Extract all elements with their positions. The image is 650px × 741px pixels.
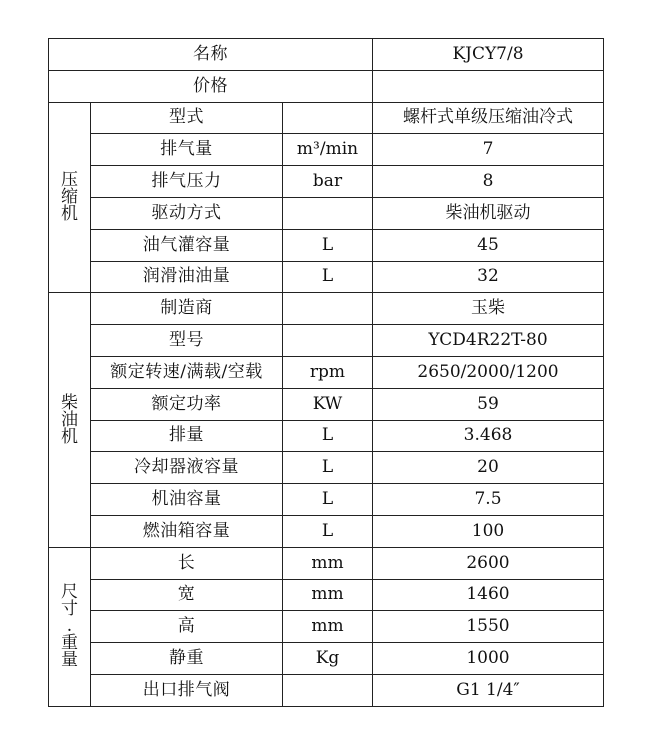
row-unit: Kg [283, 643, 373, 675]
spec-table [48, 38, 604, 707]
row-unit [283, 325, 373, 357]
row-value: 20 [373, 452, 604, 484]
row-label: 宽 [91, 579, 283, 611]
price-value [373, 70, 604, 102]
row-unit: L [283, 515, 373, 547]
row-value: 59 [373, 388, 604, 420]
row-unit: mm [283, 579, 373, 611]
table-row [49, 452, 604, 484]
section-char: 缩 [61, 186, 78, 207]
row-value: 7 [373, 134, 604, 166]
table-row [49, 579, 604, 611]
row-label: 长 [91, 547, 283, 579]
row-unit: rpm [283, 356, 373, 388]
table-row [49, 356, 604, 388]
table-row [49, 39, 604, 71]
row-value: 7.5 [373, 484, 604, 516]
row-value: 2600 [373, 547, 604, 579]
row-value: 2650/2000/1200 [373, 356, 604, 388]
row-value: 32 [373, 261, 604, 293]
table-row [49, 484, 604, 516]
table-row [49, 643, 604, 675]
row-label: 高 [91, 611, 283, 643]
price-label: 价格 [49, 70, 373, 102]
section-diesel [49, 293, 91, 547]
row-label: 型式 [91, 102, 283, 134]
row-unit: L [283, 229, 373, 261]
table-row [49, 166, 604, 198]
row-label: 静重 [91, 643, 283, 675]
table-row [49, 420, 604, 452]
row-label: 冷却器液容量 [91, 452, 283, 484]
row-value: 1550 [373, 611, 604, 643]
row-value: G1 1/4″ [373, 674, 604, 706]
row-value: 柴油机驱动 [373, 197, 604, 229]
row-label: 出口排气阀 [91, 674, 283, 706]
row-label: 额定功率 [91, 388, 283, 420]
row-label: 润滑油油量 [91, 261, 283, 293]
row-label: 驱动方式 [91, 197, 283, 229]
section-char: 机 [61, 426, 78, 447]
row-label: 油气灌容量 [91, 229, 283, 261]
table-row [49, 229, 604, 261]
section-char: 机 [61, 203, 78, 224]
section-char: 油 [61, 409, 78, 430]
section-char: . [66, 616, 73, 637]
row-unit: L [283, 484, 373, 516]
row-value: 1460 [373, 579, 604, 611]
row-value: 8 [373, 166, 604, 198]
row-unit: KW [283, 388, 373, 420]
row-unit [283, 293, 373, 325]
row-label: 机油容量 [91, 484, 283, 516]
section-char: 重 [61, 633, 78, 654]
row-label: 燃油箱容量 [91, 515, 283, 547]
row-unit: L [283, 420, 373, 452]
row-value: 1000 [373, 643, 604, 675]
table-row [49, 325, 604, 357]
row-unit: mm [283, 547, 373, 579]
row-value: 玉柴 [373, 293, 604, 325]
row-unit: bar [283, 166, 373, 198]
table-row [49, 261, 604, 293]
row-label: 排量 [91, 420, 283, 452]
row-label: 制造商 [91, 293, 283, 325]
table-row [49, 547, 604, 579]
section-char: 压 [61, 169, 78, 190]
row-unit [283, 102, 373, 134]
table-row [49, 611, 604, 643]
row-value: 100 [373, 515, 604, 547]
row-label: 型号 [91, 325, 283, 357]
table-row [49, 515, 604, 547]
row-unit: L [283, 261, 373, 293]
row-unit: m³/min [283, 134, 373, 166]
row-unit [283, 197, 373, 229]
row-unit [283, 674, 373, 706]
row-value: 3.468 [373, 420, 604, 452]
model-value: KJCY7/8 [373, 39, 604, 71]
table-row [49, 134, 604, 166]
row-unit: mm [283, 611, 373, 643]
row-value: 45 [373, 229, 604, 261]
section-dimensions [49, 547, 91, 706]
row-unit: L [283, 452, 373, 484]
table-row [49, 388, 604, 420]
section-compressor [49, 102, 91, 293]
row-label: 额定转速/满载/空载 [91, 356, 283, 388]
section-char: 尺 [61, 582, 78, 603]
table-row [49, 197, 604, 229]
section-char: 寸 [61, 599, 78, 620]
row-label: 排气量 [91, 134, 283, 166]
table-row [49, 293, 604, 325]
table-row [49, 674, 604, 706]
name-label: 名称 [49, 39, 373, 71]
row-value: YCD4R22T-80 [373, 325, 604, 357]
table-row [49, 70, 604, 102]
row-value: 螺杆式单级压缩油冷式 [373, 102, 604, 134]
table-row [49, 102, 604, 134]
section-char: 量 [61, 650, 78, 671]
row-label: 排气压力 [91, 166, 283, 198]
section-char: 柴 [61, 392, 78, 413]
